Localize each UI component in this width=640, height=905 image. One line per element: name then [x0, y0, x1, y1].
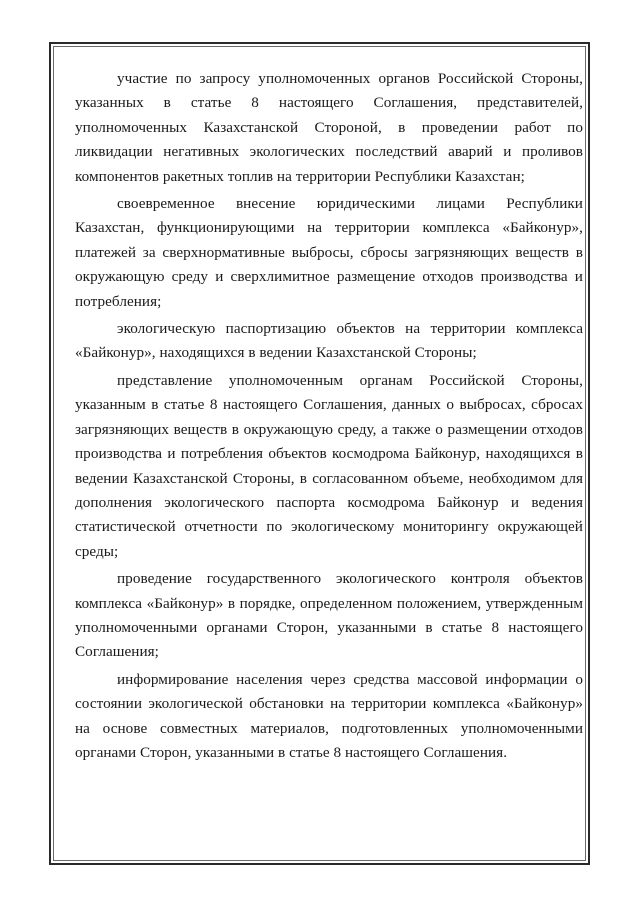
paragraph-data-submission: представление уполномоченным органам Российской Стороны, указанным в статье 8 настоящего Соглашения, данных о выбросах, сбросах загрязняющих веществ в окружающую среду, а также о размещении отходов производства и потребления объектов космодрома Байконур, находящихся в ведении Казахстанской Стороны, в согласованном объеме, необходимом для дополнения экологического паспорта космодрома Байконур и ведения статистической отчетности по экологическому мониторингу окружающей среды; — [75, 371, 583, 560]
paragraph-payments: своевременное внесение юридическими лицами Республики Казахстан, функционирующими на территории комплекса «Байконур», платежей за сверхнормативные выбросы, сбросы загрязняющих веществ в окружающую среду и сверхлимитное размещение отходов производства и потребления; — [75, 195, 583, 310]
paragraph-state-control: проведение государственного экологического контроля объектов комплекса «Байконур» в порядке, определенном положением, утвержденным уполномоченными органами Сторон, указанными в статье 8 настоящего Соглашения; — [75, 570, 583, 661]
paragraph-eco-passport: экологическую паспортизацию объектов на территории комплекса «Байконур», находящихся в ведении Казахстанской Стороны; — [75, 320, 583, 362]
document-body — [75, 67, 583, 768]
paragraph-public-information: информирование населения через средства массовой информации о состоянии экологической обстановки на территории комплекса «Байконур» на основе совместных материалов, подготовленных уполномоченными органами Сторон, указанными в статье 8 настоящего Соглашения. — [75, 670, 583, 761]
paragraph-participation: участие по запросу уполномоченных органов Российской Стороны, указанных в статье 8 настоящего Соглашения, представителей, уполномоченных Казахстанской Стороной, в проведении работ по ликвидации негативных экологических последствий аварий и проливов компонентов ракетных топлив на территории Республики Казахстан; — [75, 70, 583, 185]
